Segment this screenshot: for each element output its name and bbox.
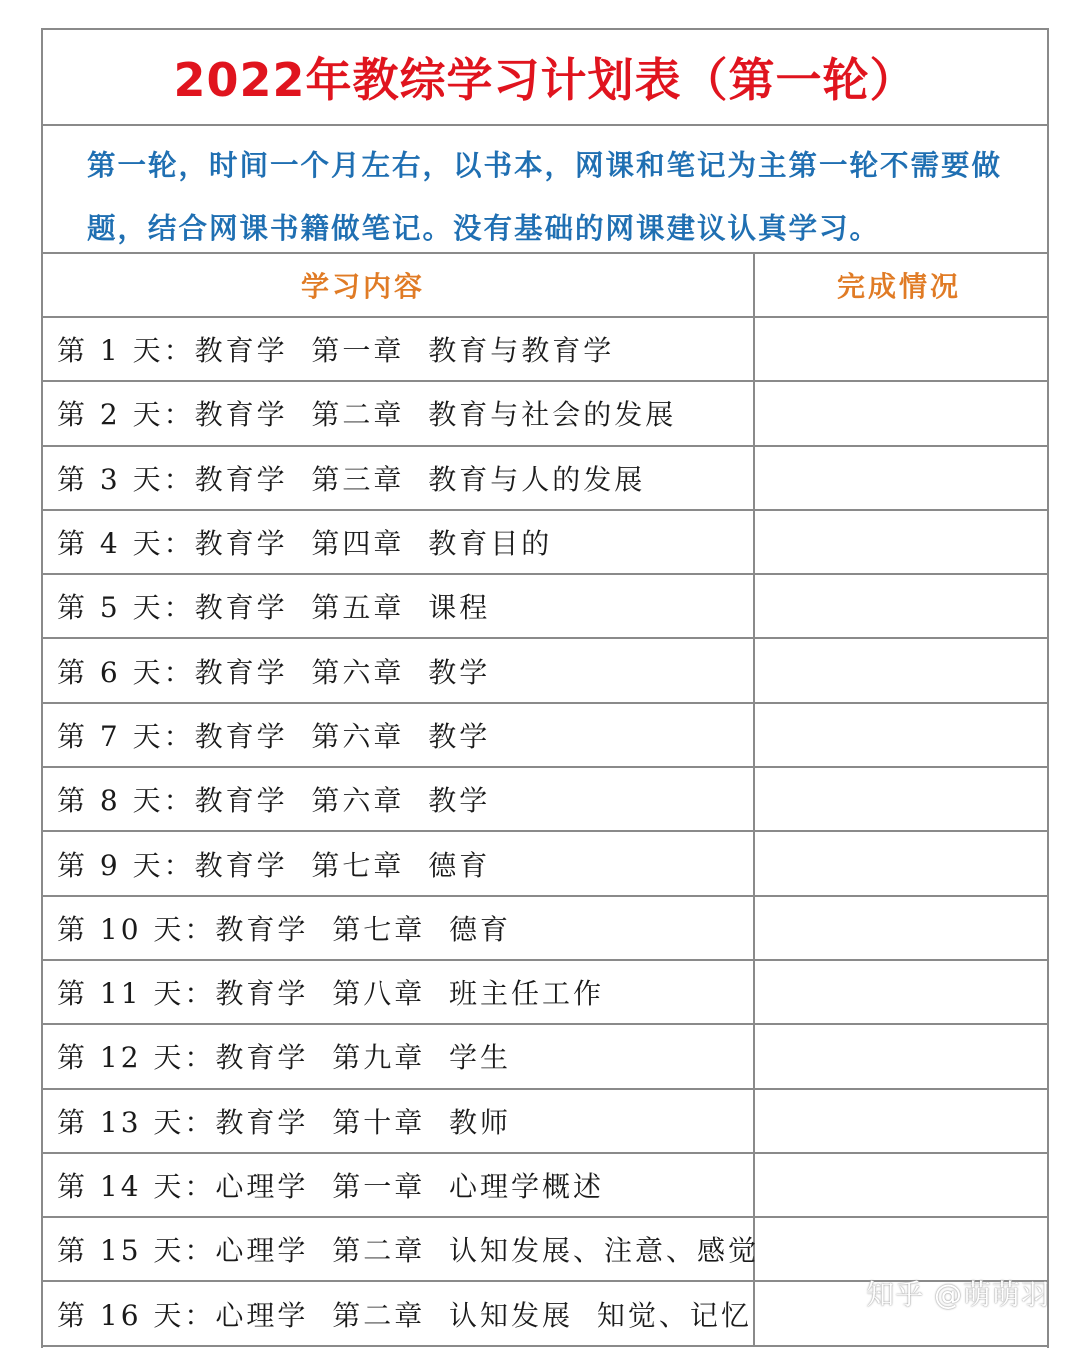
table-row [43,1090,1047,1154]
table-row [43,575,1047,639]
row-content-text: 第 8 天：教育学 第六章 教学 [57,784,491,818]
status-cell[interactable] [755,447,1047,509]
row-content-text: 第 1 天：教育学 第一章 教育与教育学 [57,334,615,368]
table-row [43,1025,1047,1089]
status-cell[interactable] [755,511,1047,573]
row-content-text: 第 12 天：教育学 第九章 学生 [57,1041,512,1075]
row-content-text: 第 9 天：教育学 第七章 德育 [57,848,491,882]
table-header-row [43,254,1047,318]
status-cell[interactable] [755,897,1047,959]
content-cell [43,1218,760,1280]
content-cell [43,318,755,380]
row-content-text: 第 16 天：心理学 第二章 认知发展 知觉、记忆 [57,1298,752,1332]
row-content-text: 第 3 天：教育学 第三章 教育与人的发展 [57,462,646,496]
intro-text: 第一轮，时间一个月左右，以书本，网课和笔记为主第一轮不需要做题，结合网课书籍做笔记。没有基础的网课建议认真学习。 [87,148,1003,245]
status-cell[interactable] [755,961,1047,1023]
study-plan-table [41,28,1049,1348]
table-row [43,832,1047,896]
content-cell [43,768,755,830]
content-cell [43,511,755,573]
intro-row [43,126,1047,254]
table-row [43,704,1047,768]
status-cell[interactable] [755,1025,1047,1087]
content-cell [43,639,755,701]
row-content-text: 第 15 天：心理学 第二章 认知发展、注意、感觉 [57,1234,760,1268]
table-body [43,318,1047,1347]
header-cell-content [43,254,755,316]
watermark: 知乎 @萌萌羽 [866,1278,1050,1311]
table-row [43,382,1047,446]
table-row [43,1154,1047,1218]
content-cell [43,897,755,959]
content-cell [43,447,755,509]
row-content-text: 第 11 天：教育学 第八章 班主任工作 [57,977,605,1011]
status-cell[interactable] [755,318,1047,380]
title-row [43,30,1047,126]
content-cell [43,1090,755,1152]
table-row [43,318,1047,382]
row-content-text: 第 4 天：教育学 第四章 教育目的 [57,527,553,561]
header-status-label: 完成情况 [836,270,961,303]
table-row [43,768,1047,832]
table-row [43,897,1047,961]
status-cell[interactable] [755,704,1047,766]
table-row [43,447,1047,511]
status-cell[interactable] [755,768,1047,830]
status-cell[interactable] [755,639,1047,701]
page-title: 2022年教综学习计划表（第一轮） [173,53,917,107]
row-content-text: 第 10 天：教育学 第七章 德育 [57,912,512,946]
content-cell [43,832,755,894]
status-cell[interactable] [755,1218,1047,1280]
table-row [43,511,1047,575]
status-cell[interactable] [755,382,1047,444]
status-cell[interactable] [755,832,1047,894]
row-content-text: 第 5 天：教育学 第五章 课程 [57,591,491,625]
row-content-text: 第 6 天：教育学 第六章 教学 [57,655,491,689]
content-cell [43,704,755,766]
status-cell[interactable] [755,1154,1047,1216]
header-cell-status [755,254,1047,316]
row-content-text: 第 7 天：教育学 第六章 教学 [57,719,491,753]
content-cell [43,382,755,444]
table-row [43,961,1047,1025]
content-cell [43,1282,755,1344]
header-content-label: 学习内容 [300,270,425,303]
content-cell [43,961,755,1023]
row-content-text: 第 13 天：教育学 第十章 教师 [57,1105,512,1139]
content-cell [43,1025,755,1087]
content-cell [43,575,755,637]
row-content-text: 第 14 天：心理学 第一章 心理学概述 [57,1170,605,1203]
row-content-text: 第 2 天：教育学 第二章 教育与社会的发展 [57,398,677,432]
table-row [43,639,1047,703]
status-cell[interactable] [755,575,1047,637]
content-cell [43,1154,755,1216]
status-cell[interactable] [755,1090,1047,1152]
